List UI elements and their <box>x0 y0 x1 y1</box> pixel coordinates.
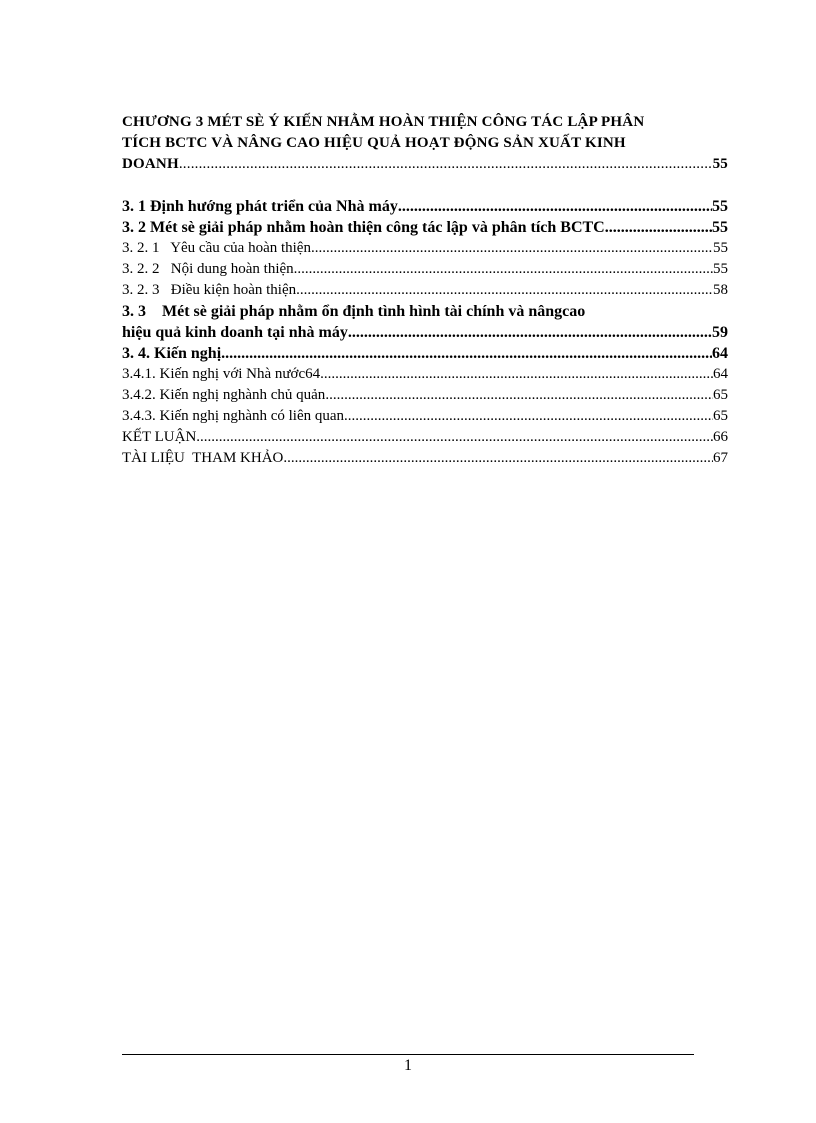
chapter-title-line-3: DOANH <box>122 156 179 172</box>
page-number: 1 <box>404 1057 412 1074</box>
dot-leader <box>283 448 713 469</box>
toc-entry-title-line-2: hiệu quả kinh doanh tại nhà máy <box>122 324 348 341</box>
toc-entry-title: TÀI LIỆU THAM KHẢO <box>122 450 284 466</box>
dot-leader <box>294 259 713 280</box>
toc-chapter-heading[interactable] <box>122 112 728 175</box>
dot-leader <box>221 343 712 364</box>
toc-entry-title: 3. 4. Kiến nghị <box>122 345 222 362</box>
toc-entry-3-4-2[interactable] <box>122 385 728 406</box>
toc-entry-3-3[interactable] <box>122 301 728 343</box>
dot-leader <box>311 238 713 259</box>
dot-leader <box>320 364 713 385</box>
toc-entry-page: 65 <box>713 408 728 424</box>
toc-entry-title: 3. 2. 1 Yêu cầu của hoàn thiện <box>122 240 311 256</box>
toc-entry-3-2-3[interactable] <box>122 280 728 301</box>
toc-entry-page: 58 <box>713 282 728 298</box>
dot-leader <box>196 427 713 448</box>
dot-leader <box>179 154 713 175</box>
toc-entry-page: 65 <box>713 387 728 403</box>
toc-entry-title: KẾT LUẬN <box>122 429 197 445</box>
toc-entry-page: 64 <box>712 345 728 362</box>
toc-entry-title: 3. 2. 3 Điều kiện hoàn thiện <box>122 282 297 298</box>
dot-leader <box>325 385 713 406</box>
toc-entry-page: 55 <box>712 198 728 215</box>
toc-entry-page: 66 <box>713 429 728 445</box>
toc-entry-3-1[interactable] <box>122 196 728 217</box>
toc-entry-3-2-2[interactable] <box>122 259 728 280</box>
dot-leader <box>348 322 712 343</box>
toc-entry-title: 3.4.1. Kiến nghị với Nhà nước64 <box>122 366 321 382</box>
toc-entry-title: 3. 1 Định hướng phát triển của Nhà máy <box>122 198 398 215</box>
footer-divider <box>122 1054 694 1055</box>
toc-entry-3-4[interactable] <box>122 343 728 364</box>
chapter-title-line-1: CHƯƠNG 3 MÉT SÈ Ý KIẾN NHẰM HOÀN THIỆN CÔNG TÁC LẬP PHÂN <box>122 114 645 130</box>
toc-entry-title-line-1: 3. 3 Mét sè giải pháp nhằm ổn định tình hình tài chính và nângcao <box>122 303 586 320</box>
toc-entry-references[interactable] <box>122 448 728 469</box>
toc-entry-page: 64 <box>713 366 728 382</box>
chapter-page-number: 55 <box>712 156 728 172</box>
toc-entry-page: 55 <box>713 240 728 256</box>
toc-entry-page: 55 <box>712 219 728 236</box>
toc-entry-page: 59 <box>712 324 728 341</box>
toc-entry-3-4-1[interactable] <box>122 364 728 385</box>
dot-leader <box>605 217 712 238</box>
toc-entry-3-2-1[interactable] <box>122 238 728 259</box>
toc-entry-page: 55 <box>713 261 728 277</box>
chapter-title-line-2: TÍCH BCTC VÀ NÂNG CAO HIỆU QUẢ HOẠT ĐỘNG SẢN XUẤT KINH <box>122 135 626 151</box>
toc-entry-title: 3.4.3. Kiến nghị nghành có liên quan <box>122 408 345 424</box>
toc-entry-conclusion[interactable] <box>122 427 728 448</box>
toc-entry-3-4-3[interactable] <box>122 406 728 427</box>
toc-entry-title: 3. 2 Mét sè giải pháp nhằm hoàn thiện công tác lập và phân tích BCTC <box>122 219 605 236</box>
dot-leader <box>344 406 713 427</box>
toc-entry-page: 67 <box>713 450 728 466</box>
dot-leader <box>296 280 713 301</box>
toc-entry-title: 3.4.2. Kiến nghị nghành chủ quản <box>122 387 326 403</box>
table-of-contents <box>122 112 728 469</box>
toc-entry-3-2[interactable] <box>122 217 728 238</box>
toc-entry-title: 3. 2. 2 Nội dung hoàn thiện <box>122 261 294 277</box>
dot-leader <box>398 196 712 217</box>
